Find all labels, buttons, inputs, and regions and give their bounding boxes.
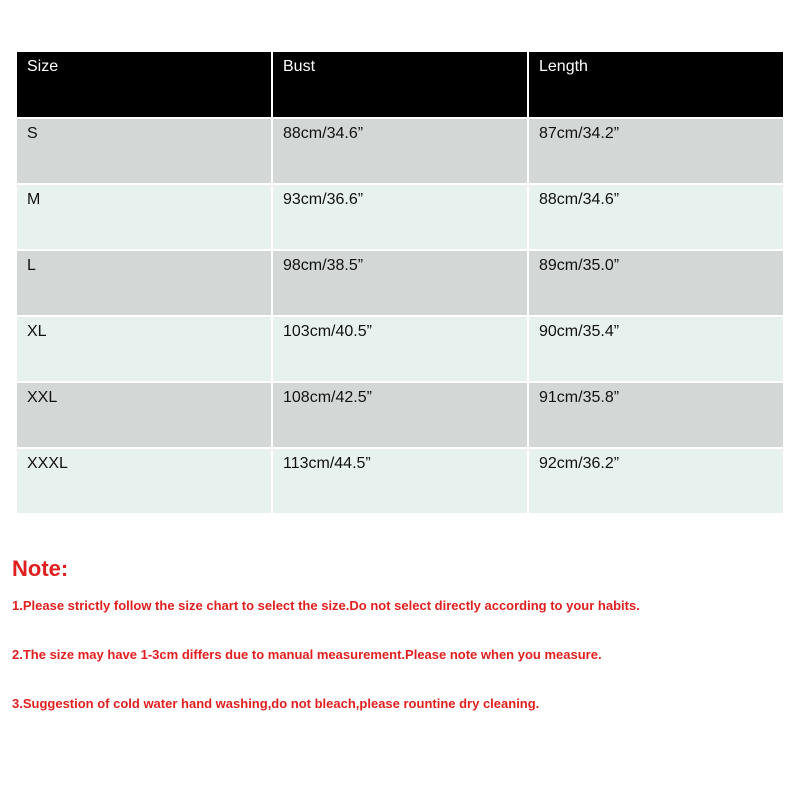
note-line-2: 2.The size may have 1-3cm differs due to manual measurement.Please note when you measure. [12,647,602,662]
size-cell: M [17,185,271,249]
bust-cell: 88cm/34.6” [273,119,527,183]
table-row [17,317,783,381]
length-cell: 88cm/34.6” [529,185,783,249]
length-cell: 87cm/34.2” [529,119,783,183]
header-length: Length [529,52,783,117]
length-cell: 92cm/36.2” [529,449,783,513]
header-size: Size [17,52,271,117]
bust-cell: 93cm/36.6” [273,185,527,249]
bust-cell: 113cm/44.5” [273,449,527,513]
table-row [17,251,783,315]
table-row [17,119,783,183]
size-cell: XXXL [17,449,271,513]
note-title: Note: [12,556,69,581]
length-cell: 90cm/35.4” [529,317,783,381]
bust-cell: 98cm/38.5” [273,251,527,315]
table-header-row [17,52,783,117]
table-row [17,185,783,249]
note-line-1: 1.Please strictly follow the size chart to select the size.Do not select directly according to your habits. [12,598,640,613]
size-cell: L [17,251,271,315]
length-cell: 89cm/35.0” [529,251,783,315]
length-cell: 91cm/35.8” [529,383,783,447]
table-row [17,383,783,447]
table-row [17,449,783,513]
size-cell: XL [17,317,271,381]
notes-section [12,556,792,712]
size-chart-table [15,50,785,515]
note-line-3: 3.Suggestion of cold water hand washing,do not bleach,please rountine dry cleaning. [12,696,540,711]
header-bust: Bust [273,52,527,117]
bust-cell: 103cm/40.5” [273,317,527,381]
size-cell: XXL [17,383,271,447]
size-cell: S [17,119,271,183]
bust-cell: 108cm/42.5” [273,383,527,447]
